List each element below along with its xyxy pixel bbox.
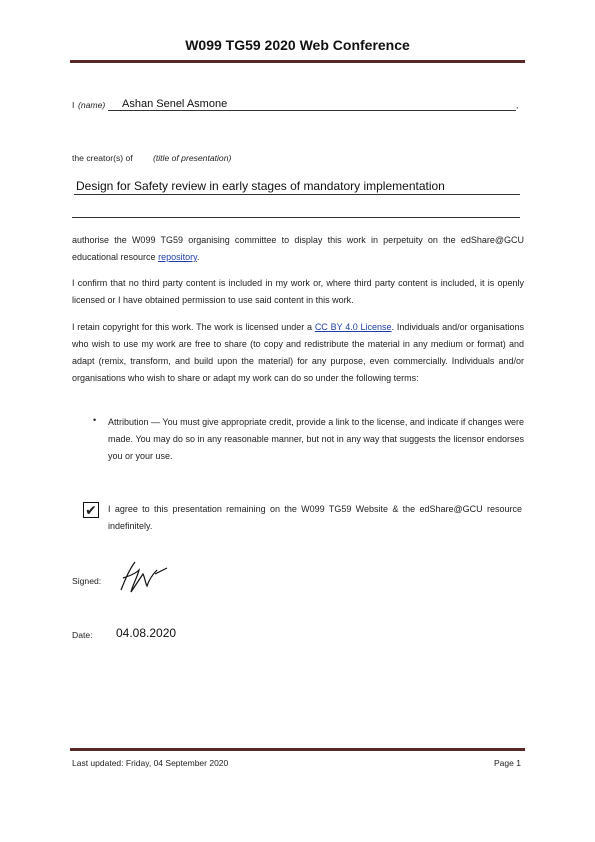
header-rule (70, 60, 525, 63)
title-hint: (title of presentation) (153, 153, 232, 163)
p3-text-a: I retain copyright for this work. The work is licensed under a (72, 322, 313, 332)
creator-prefix: the creator(s) of (72, 153, 133, 163)
last-updated: Last updated: Friday, 04 September 2020 (72, 758, 229, 768)
title-underline-2 (72, 217, 520, 218)
name-value[interactable]: Ashan Senel Asmone (122, 98, 228, 110)
paragraph-authorise (72, 232, 524, 266)
signature-image (115, 560, 175, 594)
footer-rule (70, 748, 525, 751)
agree-checkbox[interactable]: ✔ (83, 502, 99, 518)
p1-text: authorise the W099 TG59 organising committee to display this work in perpetuity on the edShare@GCU educational resource (72, 235, 524, 262)
repository-link[interactable]: repository (158, 252, 197, 262)
signed-label: Signed: (72, 576, 102, 586)
page-title: W099 TG59 2020 Web Conference (185, 37, 410, 53)
bullet-dot: • (93, 415, 97, 425)
title-underline-1 (74, 194, 520, 195)
name-underline (108, 110, 516, 111)
page-number: Page 1 (494, 758, 521, 768)
p1-end: . (196, 252, 200, 262)
date-label: Date: (72, 630, 93, 640)
name-prefix: I (72, 100, 75, 110)
paragraph-third-party: I confirm that no third party content is included in my work or, where third party content is included, it is openly licensed or I have obtained permission to use said content in this work. (72, 278, 524, 305)
name-suffix: , (516, 100, 519, 110)
presentation-title[interactable]: Design for Safety review in early stages of mandatory implementation (76, 179, 445, 193)
agree-text: I agree to this presentation remaining on the W099 TG59 Website & the edShare@GCU resource indefinitely. (108, 504, 522, 531)
date-value[interactable]: 04.08.2020 (116, 626, 177, 640)
name-hint: (name) (78, 100, 106, 110)
paragraph-copyright (72, 319, 524, 387)
license-link[interactable]: CC BY 4.0 License (314, 322, 392, 332)
p3-text-b: . Individuals and/or organisations who wish to use my work are free to share (to copy and redistribute the material in any medium or format) and adapt (remix, transform, and build upon the material) for any purpose, even commercially. Individuals and/or organisations who wish to share or adapt my work can do so under the following terms: (72, 322, 524, 383)
attribution-term: Attribution — You must give appropriate credit, provide a link to the license, and indicate if changes were made. You may do so in any reasonable manner, but not in any way that suggests the licensor endorses you or your use. (108, 417, 524, 461)
